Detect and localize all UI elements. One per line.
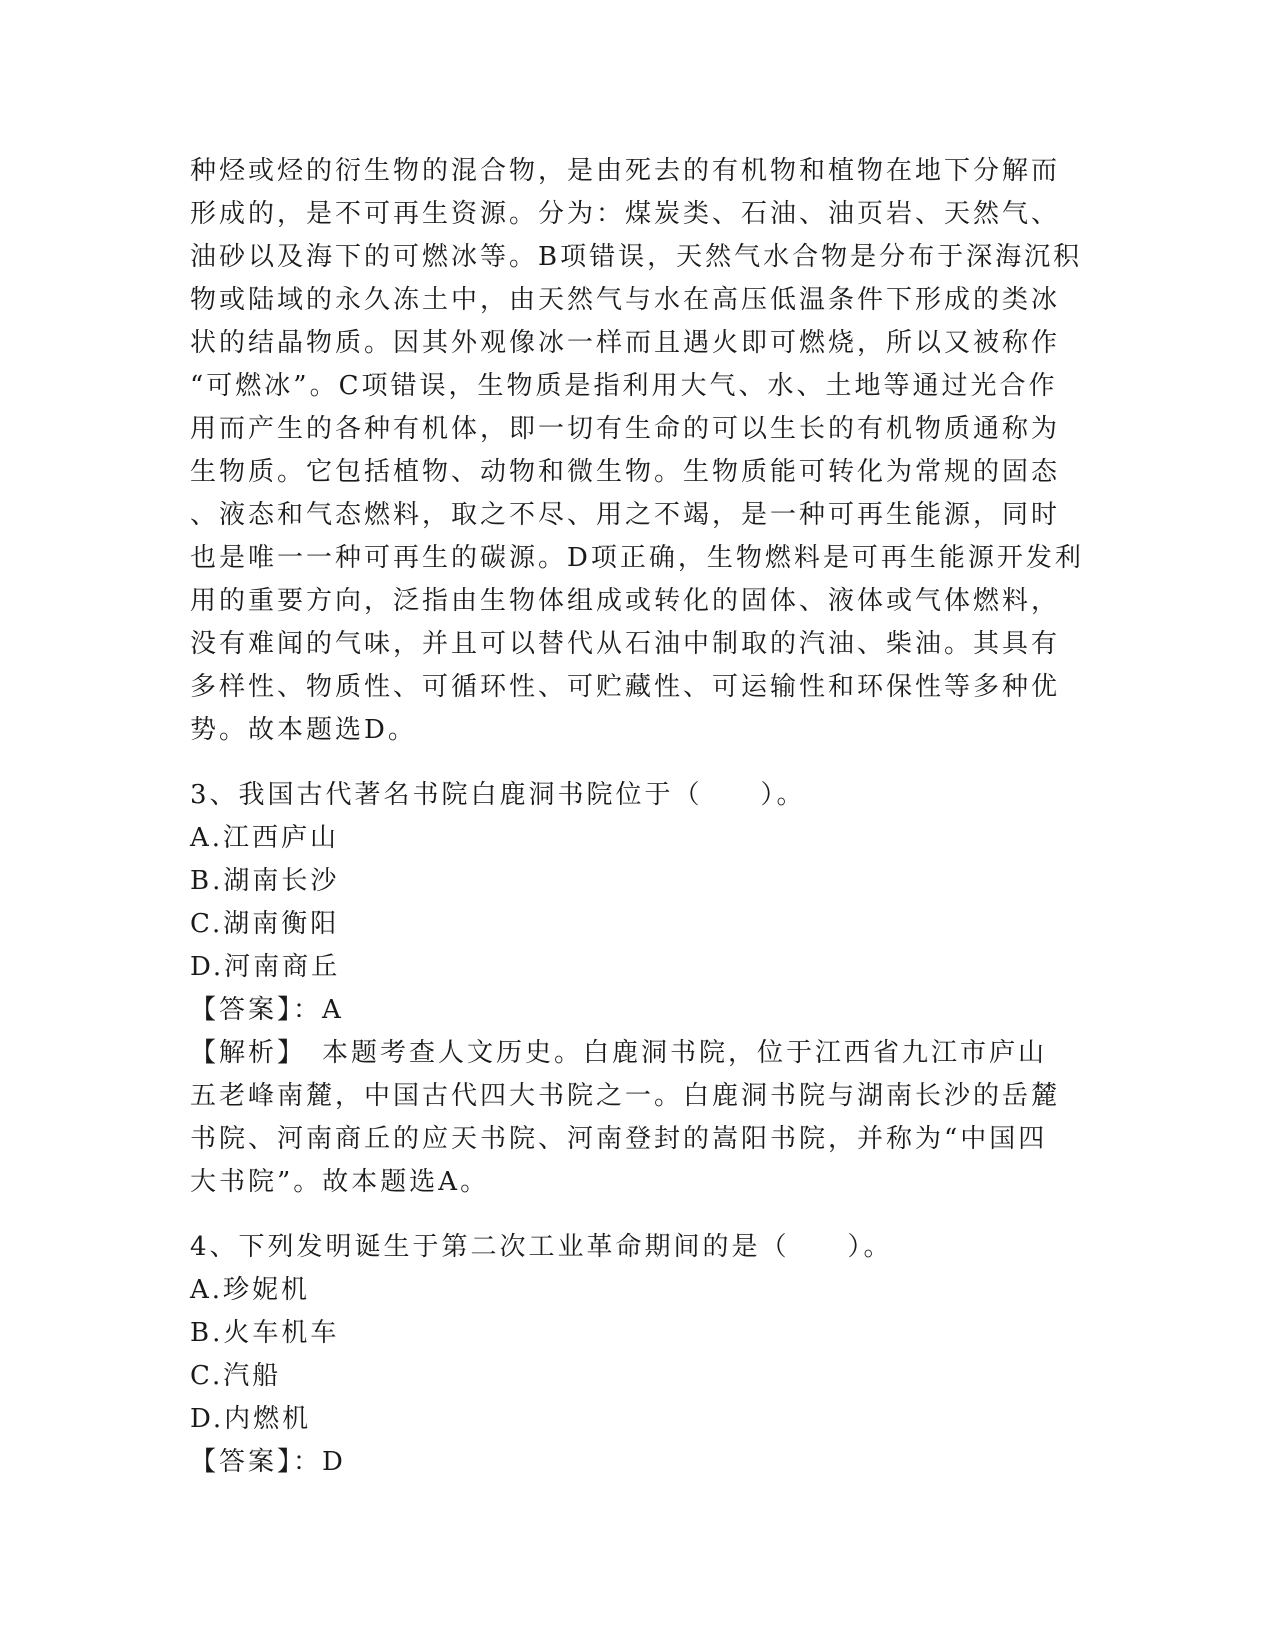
question-3 <box>190 774 1090 1204</box>
analysis-line: 【解析】 本题考查人文历史。白鹿洞书院，位于江西省九江市庐山 <box>190 1038 1048 1068</box>
paragraph-line: 用的重要方向，泛指由生物体组成或转化的固体、液体或气体燃料， <box>190 586 1061 616</box>
answer-line: 【答案】：A <box>190 995 344 1025</box>
question-stem: 3、我国古代著名书院白鹿洞书院位于（ ）。 <box>190 780 806 810</box>
paragraph-line: 也是唯一一种可再生的碳源。D项正确，生物燃料是可再生能源开发利 <box>190 543 1084 573</box>
paragraph-line: 势。故本题选D。 <box>190 715 417 745</box>
paragraph-line: 物或陆域的永久冻土中，由天然气与水在高压低温条件下形成的类冰 <box>190 285 1061 315</box>
continuation-paragraph <box>190 150 1090 752</box>
paragraph-line: 油砂以及海下的可燃冰等。B项错误，天然气水合物是分布于深海沉积 <box>190 242 1083 272</box>
document-page <box>190 150 1090 1484</box>
analysis-line: 大书院”。故本题选A。 <box>190 1167 490 1197</box>
option-b: B.火车机车 <box>190 1318 340 1348</box>
paragraph-line: 用而产生的各种有机体，即一切有生命的可以生长的有机物质通称为 <box>190 414 1061 444</box>
paragraph-line: 、液态和气态燃料，取之不尽、用之不竭，是一种可再生能源，同时 <box>190 500 1061 530</box>
option-c: C.汽船 <box>190 1361 282 1391</box>
option-a: A.江西庐山 <box>190 823 340 853</box>
paragraph-line: 状的结晶物质。因其外观像冰一样而且遇火即可燃烧，所以又被称作 <box>190 328 1061 358</box>
option-a: A.珍妮机 <box>190 1275 311 1305</box>
question-4 <box>190 1226 1090 1484</box>
option-d: D.内燃机 <box>190 1404 312 1434</box>
option-d: D.河南商丘 <box>190 952 341 982</box>
paragraph-line: 多样性、物质性、可循环性、可贮藏性、可运输性和环保性等多种优 <box>190 672 1061 702</box>
analysis-line: 书院、河南商丘的应天书院、河南登封的嵩阳书院，并称为“中国四 <box>190 1124 1048 1154</box>
paragraph-line: 种烃或烃的衍生物的混合物，是由死去的有机物和植物在地下分解而 <box>190 156 1061 186</box>
paragraph-line: 生物质。它包括植物、动物和微生物。生物质能可转化为常规的固态 <box>190 457 1061 487</box>
analysis-line: 五老峰南麓，中国古代四大书院之一。白鹿洞书院与湖南长沙的岳麓 <box>190 1081 1061 1111</box>
answer-line: 【答案】：D <box>190 1447 346 1477</box>
option-c: C.湖南衡阳 <box>190 909 340 939</box>
option-b: B.湖南长沙 <box>190 866 340 896</box>
paragraph-line: “可燃冰”。C项错误，生物质是指利用大气、水、土地等通过光合作 <box>190 371 1058 401</box>
paragraph-line: 形成的，是不可再生资源。分为：煤炭类、石油、油页岩、天然气、 <box>190 199 1061 229</box>
paragraph-line: 没有难闻的气味，并且可以替代从石油中制取的汽油、柴油。其具有 <box>190 629 1061 659</box>
question-stem: 4、下列发明诞生于第二次工业革命期间的是（ ）。 <box>190 1232 893 1262</box>
